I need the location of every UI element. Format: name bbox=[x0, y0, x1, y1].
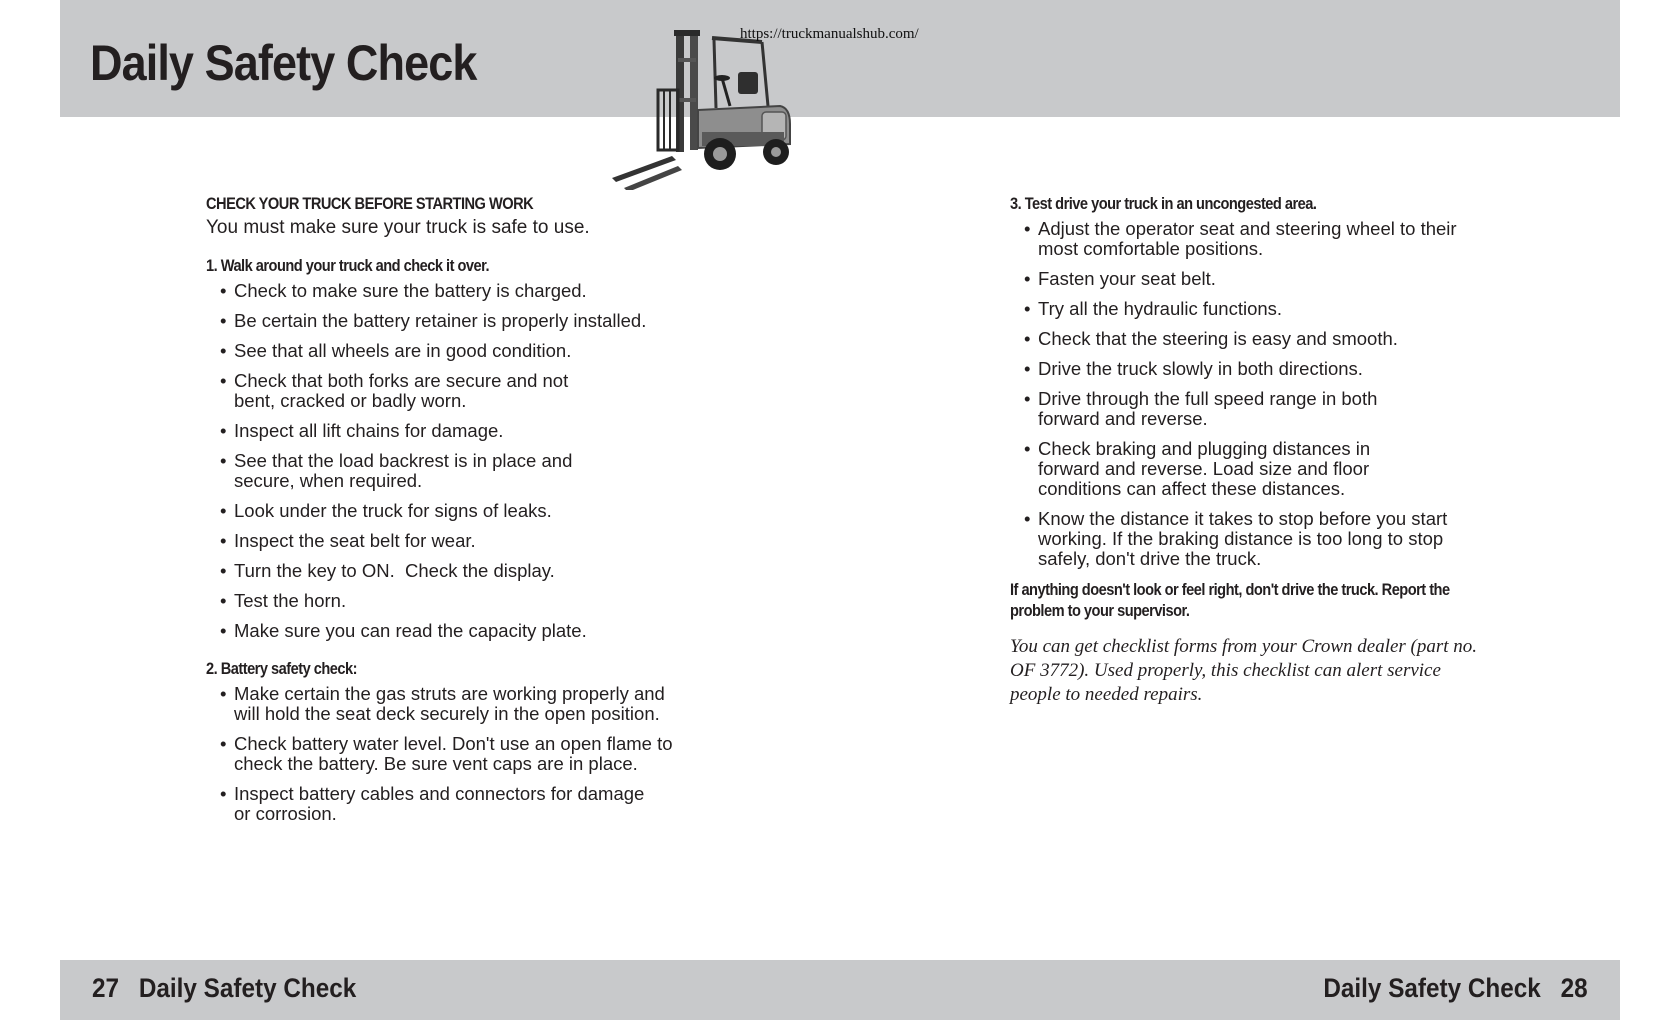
bullet-icon: • bbox=[220, 420, 227, 441]
list-item: • Test the horn. bbox=[220, 590, 347, 611]
section-1-list bbox=[206, 281, 676, 641]
bullet-icon: • bbox=[220, 683, 227, 704]
page-title: Daily Safety Check bbox=[90, 35, 477, 91]
watermark-url: https://truckmanualshub.com/ bbox=[740, 26, 919, 42]
bullet-icon: • bbox=[1024, 268, 1031, 289]
bullet-icon: • bbox=[220, 560, 227, 581]
bullet-icon: • bbox=[220, 590, 227, 611]
intro-heading: CHECK YOUR TRUCK BEFORE STARTING WORK bbox=[206, 194, 534, 213]
bullet-icon: • bbox=[220, 783, 227, 804]
intro-text: You must make sure your truck is safe to use. bbox=[206, 217, 590, 238]
page-number-right: 28 bbox=[1560, 973, 1588, 1003]
left-column bbox=[206, 194, 676, 834]
checklist-note: You can get checklist forms from your Crown dealer (part no. OF 3772). Used properly, this checklist can alert service people to needed repairs. bbox=[1010, 636, 1478, 705]
bullet-icon: • bbox=[220, 450, 227, 471]
footer-title-left: Daily Safety Check bbox=[138, 973, 357, 1003]
footer-left bbox=[92, 973, 356, 1004]
right-column bbox=[1010, 194, 1490, 707]
bullet-icon: • bbox=[220, 620, 227, 641]
footer-right bbox=[1324, 973, 1588, 1004]
bullet-icon: • bbox=[220, 340, 227, 361]
list-item: • Inspect the seat belt for wear. bbox=[220, 530, 476, 551]
bullet-icon: • bbox=[1024, 388, 1031, 409]
list-item: • Check that the steering is easy and smooth. bbox=[1024, 328, 1398, 349]
bullet-icon: • bbox=[220, 530, 227, 551]
list-item: • Drive the truck slowly in both directions. bbox=[1024, 358, 1363, 379]
section-3-heading: 3. Test drive your truck in an uncongested area. bbox=[1010, 194, 1317, 213]
list-item: • Check battery water level. Don't use an open flame to check the battery. Be sure vent caps are in place. bbox=[220, 733, 673, 774]
bullet-icon: • bbox=[220, 310, 227, 331]
section-1-heading: 1. Walk around your truck and check it over. bbox=[206, 256, 490, 275]
footer-title-right: Daily Safety Check bbox=[1323, 973, 1542, 1003]
list-item: • Adjust the operator seat and steering wheel to their most comfortable positions. bbox=[1024, 218, 1457, 259]
list-item: • Look under the truck for signs of leaks. bbox=[220, 500, 552, 521]
list-item: • Check that both forks are secure and not bent, cracked or badly worn. bbox=[220, 370, 569, 411]
list-item: • Check braking and plugging distances in forward and reverse. Load size and floor conditions can affect these distances. bbox=[1024, 438, 1371, 499]
bullet-icon: • bbox=[220, 733, 227, 754]
list-item: • Make certain the gas struts are working properly and will hold the seat deck securely in the open position. bbox=[220, 683, 665, 724]
list-item: • Know the distance it takes to stop before you start working. If the braking distance is too long to stop safely, don't drive the truck. bbox=[1024, 508, 1448, 569]
section-3-list bbox=[1010, 219, 1490, 569]
bullet-icon: • bbox=[220, 280, 227, 301]
section-2-heading: 2. Battery safety check: bbox=[206, 659, 357, 678]
bullet-icon: • bbox=[1024, 298, 1031, 319]
list-item: • Turn the key to ON. Check the display. bbox=[220, 560, 555, 581]
bullet-icon: • bbox=[220, 370, 227, 391]
list-item: • Fasten your seat belt. bbox=[1024, 268, 1216, 289]
section-2-list bbox=[206, 684, 676, 824]
bullet-icon: • bbox=[1024, 508, 1031, 529]
list-item: • Try all the hydraulic functions. bbox=[1024, 298, 1283, 319]
forklift-illustration bbox=[612, 28, 802, 190]
list-item: • Inspect all lift chains for damage. bbox=[220, 420, 504, 441]
list-item: • Drive through the full speed range in both forward and reverse. bbox=[1024, 388, 1378, 429]
list-item: • See that the load backrest is in place and secure, when required. bbox=[220, 450, 573, 491]
bullet-icon: • bbox=[1024, 438, 1031, 459]
list-item: • Make sure you can read the capacity plate. bbox=[220, 620, 587, 641]
list-item: • Be certain the battery retainer is properly installed. bbox=[220, 310, 647, 331]
bullet-icon: • bbox=[220, 500, 227, 521]
warning-text: If anything doesn't look or feel right, don't drive the truck. Report the problem to your supervisor. bbox=[1010, 580, 1450, 620]
page-number-left: 27 bbox=[92, 973, 120, 1003]
list-item: • See that all wheels are in good condition. bbox=[220, 340, 572, 361]
list-item: • Inspect battery cables and connectors for damage or corrosion. bbox=[220, 783, 645, 824]
bullet-icon: • bbox=[1024, 358, 1031, 379]
bullet-icon: • bbox=[1024, 218, 1031, 239]
bullet-icon: • bbox=[1024, 328, 1031, 349]
list-item: • Check to make sure the battery is charged. bbox=[220, 280, 587, 301]
